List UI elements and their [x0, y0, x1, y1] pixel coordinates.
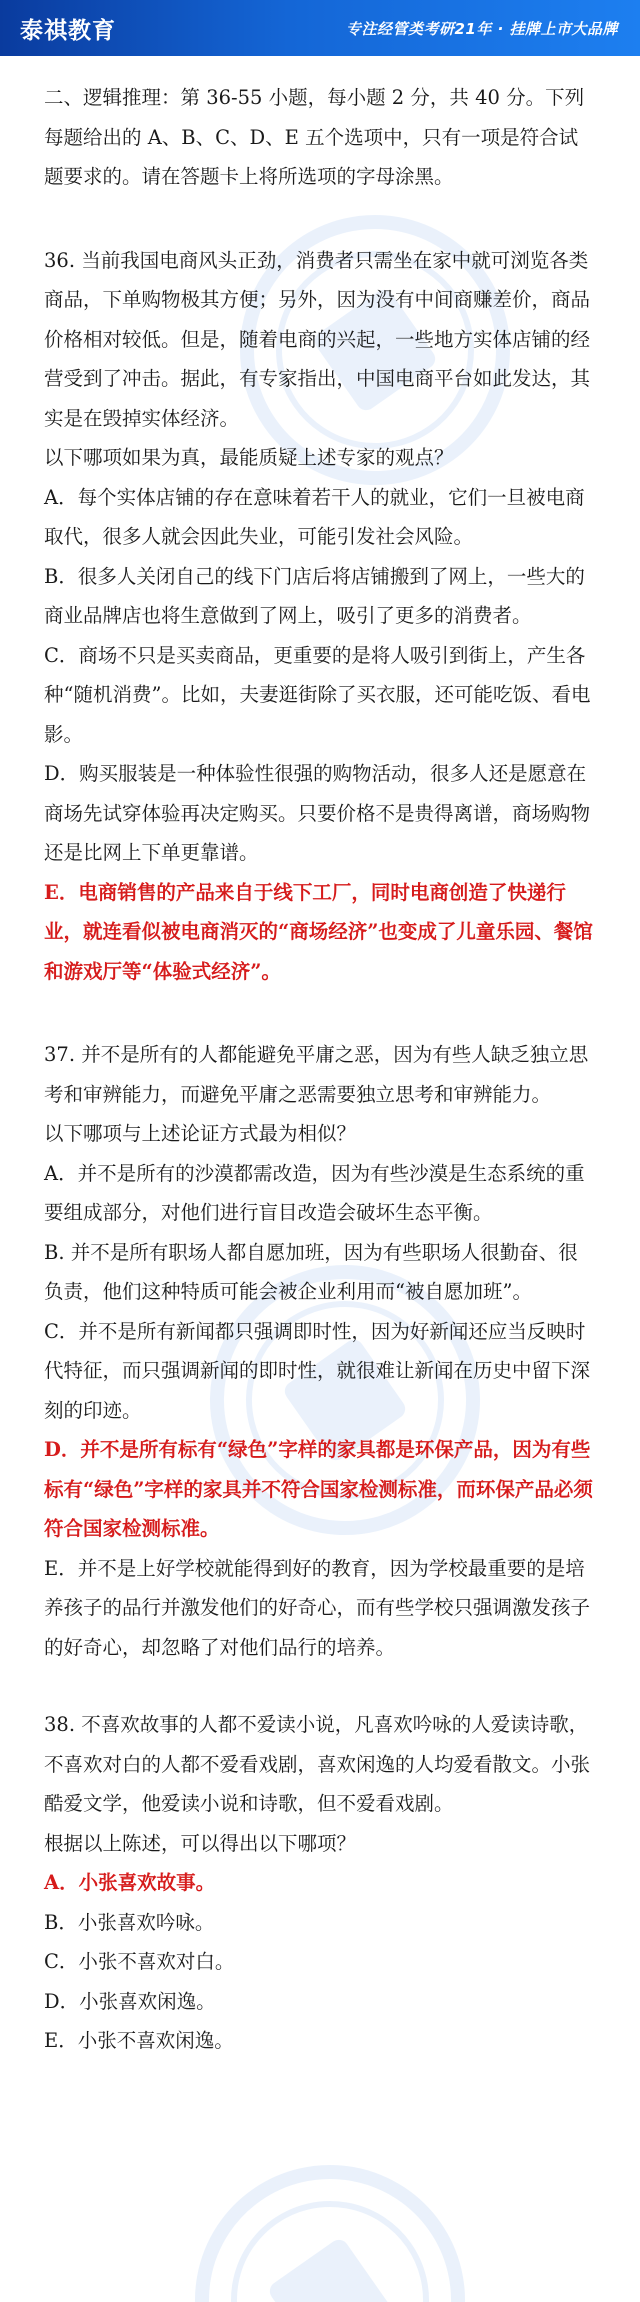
option-e: E．小张不喜欢闲逸。	[44, 2029, 234, 2052]
exam-content	[0, 56, 640, 2061]
option-c: C．并不是所有新闻都只强调即时性，因为好新闻还应当反映时代特征，而只强调新闻的即时性，就很难让新闻在历史中留下深刻的印迹。	[44, 1319, 591, 1422]
question-stem: 36. 当前我国电商风头正劲，消费者只需坐在家中就可浏览各类商品，下单购物极其方便；另外，因为没有中间商赚差价，商品价格相对较低。但是，随着电商的兴起，一些地方实体店铺的经营受到了冲击。据此，有专家指出，中国电商平台如此发达，其实是在毁掉实体经济。	[44, 248, 591, 430]
option-e-answer: E．电商销售的产品来自于线下工厂，同时电商创造了快递行业，就连看似被电商消灭的“商场经济”也变成了儿童乐园、餐馆和游戏厅等“体验式经济”。	[44, 880, 593, 983]
header-banner	[0, 0, 640, 56]
header-slogan: 专注经管类考研21年 · 挂牌上市大品牌	[345, 19, 618, 38]
option-d-answer: D．并不是所有标有“绿色”字样的家具都是环保产品，因为有些标有“绿色”字样的家具并不符合国家检测标准，而环保产品必须符合国家检测标准。	[44, 1438, 593, 1540]
question-stem: 38. 不喜欢故事的人都不爱读小说，凡喜欢吟咏的人爱读诗歌，不喜欢对白的人都不爱看戏剧，喜欢闲逸的人均爱看散文。小张酷爱文学，他爱读小说和诗歌，但不爱看戏剧。	[44, 1713, 591, 1815]
section-intro: 二、逻辑推理：第 36-55 小题，每小题 2 分，共 40 分。下列每题给出的 A、B、C、D、E 五个选项中，只有一项是符合试题要求的。请在答题卡上将所选项的字母涂黑。	[44, 86, 585, 188]
question-38	[44, 1705, 596, 2061]
option-b: B．小张喜欢吟咏。	[44, 1910, 215, 1934]
option-a-answer: A．小张喜欢故事。	[44, 1871, 216, 1894]
option-a: A．每个实体店铺的存在意味着若干人的就业，它们一旦被电商取代，很多人就会因此失业，可能引发社会风险。	[44, 485, 585, 548]
question-prompt: 以下哪项如果为真，最能质疑上述专家的观点？	[44, 446, 454, 469]
option-b: B. 并不是所有职场人都自愿加班，因为有些职场人很勤奋、很负责，他们这种特质可能会被企业利用而“被自愿加班”。	[44, 1240, 578, 1303]
question-stem: 37. 并不是所有的人都能避免平庸之恶，因为有些人缺乏独立思考和审辨能力，而避免平庸之恶需要独立思考和审辨能力。	[44, 1043, 589, 1106]
option-a: A．并不是所有的沙漠都需改造，因为有些沙漠是生态系统的重要组成部分，对他们进行盲目改造会破坏生态平衡。	[44, 1161, 585, 1224]
option-e: E．并不是上好学校就能得到好的教育，因为学校最重要的是培养孩子的品行并激发他们的好奇心，而有些学校只强调激发孩子的好奇心，却忽略了对他们品行的培养。	[44, 1556, 591, 1659]
option-c: C．商场不只是买卖商品，更重要的是将人吸引到街上，产生各种“随机消费”。比如，夫妻逛街除了买衣服，还可能吃饭、看电影。	[44, 643, 591, 746]
brand-logo-text: 泰祺教育	[20, 16, 116, 44]
option-c: C．小张不喜欢对白。	[44, 1950, 235, 1973]
question-prompt: 根据以上陈述，可以得出以下哪项？	[44, 1831, 357, 1855]
option-b: B．很多人关闭自己的线下门店后将店铺搬到了网上，一些大的商业品牌店也将生意做到了网上，吸引了更多的消费者。	[44, 564, 585, 627]
question-37	[44, 1035, 596, 1667]
option-d: D．购买服装是一种体验性很强的购物活动，很多人还是愿意在商场先试穿体验再决定购买。只要价格不是贵得离谱，商场购物还是比网上下单更靠谱。	[44, 762, 591, 864]
watermark-seal-icon	[152, 2122, 509, 2302]
question-prompt: 以下哪项与上述论证方式最为相似？	[44, 1122, 357, 1145]
option-d: D．小张喜欢闲逸。	[44, 1989, 216, 2013]
question-36	[44, 241, 596, 992]
